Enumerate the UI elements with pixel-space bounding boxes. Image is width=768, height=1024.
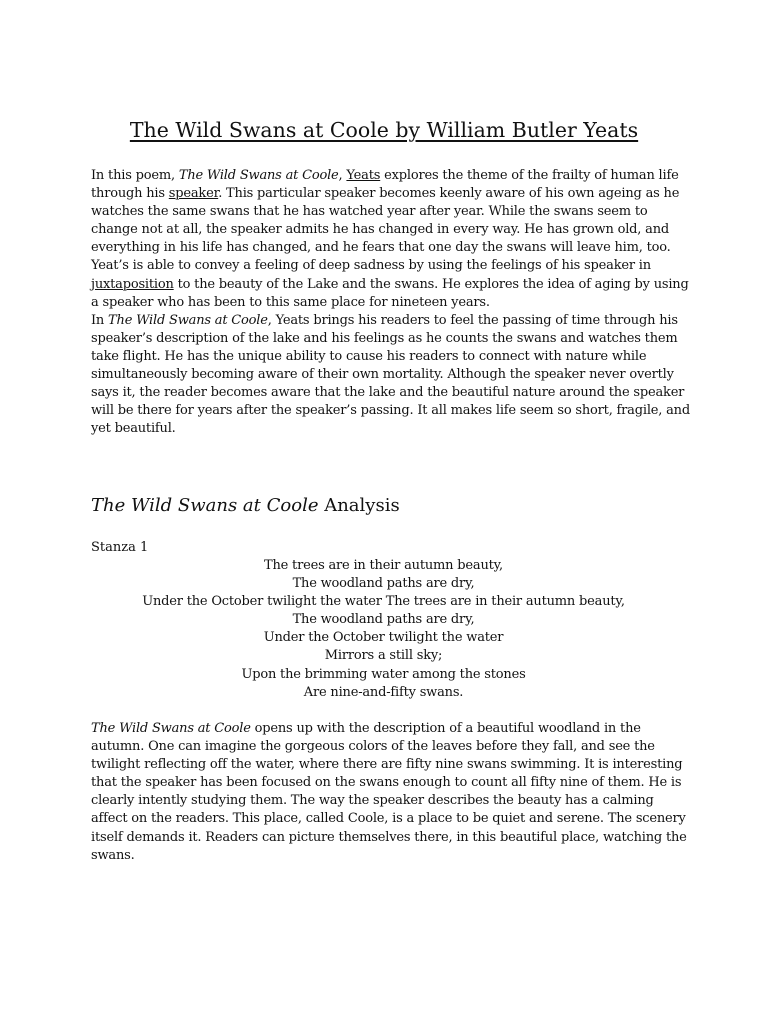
poem-line: The trees are in their autumn beauty, [263,558,503,573]
intro-p2-text: , Yeats brings his readers to feel the passing of time through his speaker’s description of the lake and his feelings as he counts the swans and watches them take flight. He has the unique ability to cause his readers to connect with nature while simultaneously becoming aware of their own mortality. Although the speaker never overtly says it, the reader becomes aware that the lake and the beautiful nature around the speaker will be there for years after the speaker’s passing. It all makes life seem so short, fragile, and yet beautiful. [91,312,690,437]
analysis-heading [91,495,400,516]
intro-p2-lead: In [91,312,109,328]
intro-p1-text3: to the beauty of the Lake and the swans. He explores the idea of aging by using a speaker who has been to this same place for nineteen years. [91,276,689,310]
intro-text [91,167,691,438]
analysis-heading-title: The Wild Swans at Coole [91,495,319,516]
analysis-heading-rest: Analysis [318,495,400,516]
yeats-link[interactable]: Yeats [346,168,381,183]
analysis-text: opens up with the description of a beautiful woodland in the autumn. One can imagine the gorgeous colors of the leaves before they fall, and see the twilight reflecting off the water, where there are fifty nine swans swimming. It is interesting that the speaker has been focused on the swans enough to count all fifty nine of them. He is clearly intently studying them. The way the speaker describes the beauty has a calming affect on the readers. This place, called Coole, is a place to be quiet and serene. The scenery itself demands it. Readers can picture themselves there, in this beautiful place, watching the swans. [91,721,687,863]
poem-line: The woodland paths are dry, [292,576,475,592]
intro-p2-poem-title: The Wild Swans at Coole [108,312,268,328]
intro-p1-lead: In this poem, [91,168,179,183]
poem-line: Upon the brimming water among the stones [241,666,526,682]
poem-line: Are nine-and-fifty swans. [303,684,464,700]
intro-p1-text1: explores the theme of the frailty of human life through his [91,168,679,202]
intro-paragraph-2 [91,312,691,439]
intro-p1-text2: . This particular speaker becomes keenly aware of his own ageing as he watches the same swans that he has watched year after year. While the swans seem to change not at all, the speaker admits he has changed in every way. He has grown old, and everything in his life has changed, and he fears that one day the swans will leave him, too. Yeat’s is able to convey a feeling of deep sadness by using the feelings of his speaker in [91,186,680,274]
intro-poem-title: The Wild Swans at Coole [178,168,339,183]
analysis-poem-title: The Wild Swans at Coole [91,721,251,736]
page-title: The Wild Swans at Coole by William Butler Yeats [129,118,639,142]
stanza-label: Stanza 1 [91,540,149,555]
poem-line: Under the October twilight the water [263,630,504,646]
analysis-paragraph [91,720,691,865]
poem-line: The woodland paths are dry, [292,612,475,628]
juxtaposition-link[interactable]: juxtaposition [91,276,174,292]
poem-line: Under the October twilight the water The trees are in their autumn beauty, [142,594,625,610]
poem-line: Mirrors a still sky; [324,648,443,664]
speaker-link[interactable]: speaker [168,186,219,202]
poem-stanza [91,557,676,702]
intro-comma: , [338,168,347,183]
